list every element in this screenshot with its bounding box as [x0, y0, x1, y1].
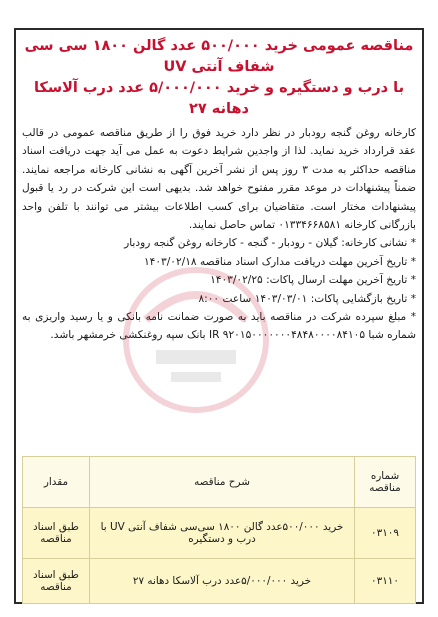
document-deadline-line: * تاریخ آخرین مهلت دریافت مدارک اسناد مناقصه ۱۴۰۳/۰۲/۱۸: [143, 255, 416, 268]
deposit-line: * مبلغ سپرده شرکت در مناقصه باید به صورت ضمانت نامه بانکی و یا رسید واریزی به شماره شبا IR ۹۲۰۱۵۰۰۰۰۰۰۰۴۸۴۸۰۰۰۰۸۴۱۰۵ بانک سپه روغنکشی خرمشهر باشد.: [22, 311, 416, 342]
table-row: [23, 508, 416, 559]
notice-body: [22, 124, 416, 345]
row-amount: طبق اسناد مناقصه: [23, 559, 90, 604]
tender-table: [22, 456, 416, 604]
title-line-1: مناقصه عمومی خرید ۵۰۰/۰۰۰ عدد گالن ۱۸۰۰ سی سی شفاف آنتی UV: [24, 38, 414, 75]
table-header-row: [23, 457, 416, 508]
row-number: ۰۳۱۱۰: [355, 559, 416, 604]
address-line: * نشانی کارخانه: گیلان - رودبار - گنجه - کارخانه روغن گنجه رودبار: [124, 237, 416, 250]
header-description: شرح مناقصه: [90, 457, 355, 508]
header-number: شماره مناقصه: [355, 457, 416, 508]
submission-deadline-line: * تاریخ آخرین مهلت ارسال پاکات: ۱۴۰۳/۰۲/۲۵: [210, 274, 416, 287]
row-number: ۰۳۱۰۹: [355, 508, 416, 559]
intro-paragraph: کارخانه روغن گنجه رودبار در نظر دارد خرید فوق را از طریق مناقصه عمومی در قالب عقد قرارداد خرید نماید. لذا از واجدین شرایط دعوت به عمل می آید جهت دریافت اسناد مناقصه حداکثر به مدت ۳ روز پس از نشر آخرین آگهی به نشانی کارخانه مراجعه نمایند. ضمناً پیشنهادات در موعد مقرر مفتوح خواهد شد. بدیهی است این شرکت در رد یا قبول پیشنهادات مختار است. متقاضیان برای کسب اطلاعات بیشتر می توانند با تلفن واحد بازرگانی کارخانه ۰۱۳۳۴۶۶۸۵۸۱ تماس حاصل نمایند.: [22, 127, 416, 232]
header-amount: مقدار: [23, 457, 90, 508]
row-description: خرید ۵۰۰/۰۰۰عدد گالن ۱۸۰۰ سی‌سی شفاف آنتی UV با درب و دستگیره: [90, 508, 355, 559]
row-amount: طبق اسناد مناقصه: [23, 508, 90, 559]
notice-title: [22, 36, 416, 120]
table-row: [23, 559, 416, 604]
notice-frame: [14, 28, 424, 604]
opening-date-line: * تاریخ بازگشایی پاکات: ۱۴۰۳/۰۳/۰۱ ساعت ۸:۰۰: [198, 292, 416, 305]
title-line-2: با درب و دستگیره و خرید ۵/۰۰۰/۰۰۰ عدد درب آلاسکا دهانه ۲۷: [33, 80, 405, 117]
row-description: خرید ۵/۰۰۰/۰۰۰عدد درب آلاسکا دهانه ۲۷: [90, 559, 355, 604]
